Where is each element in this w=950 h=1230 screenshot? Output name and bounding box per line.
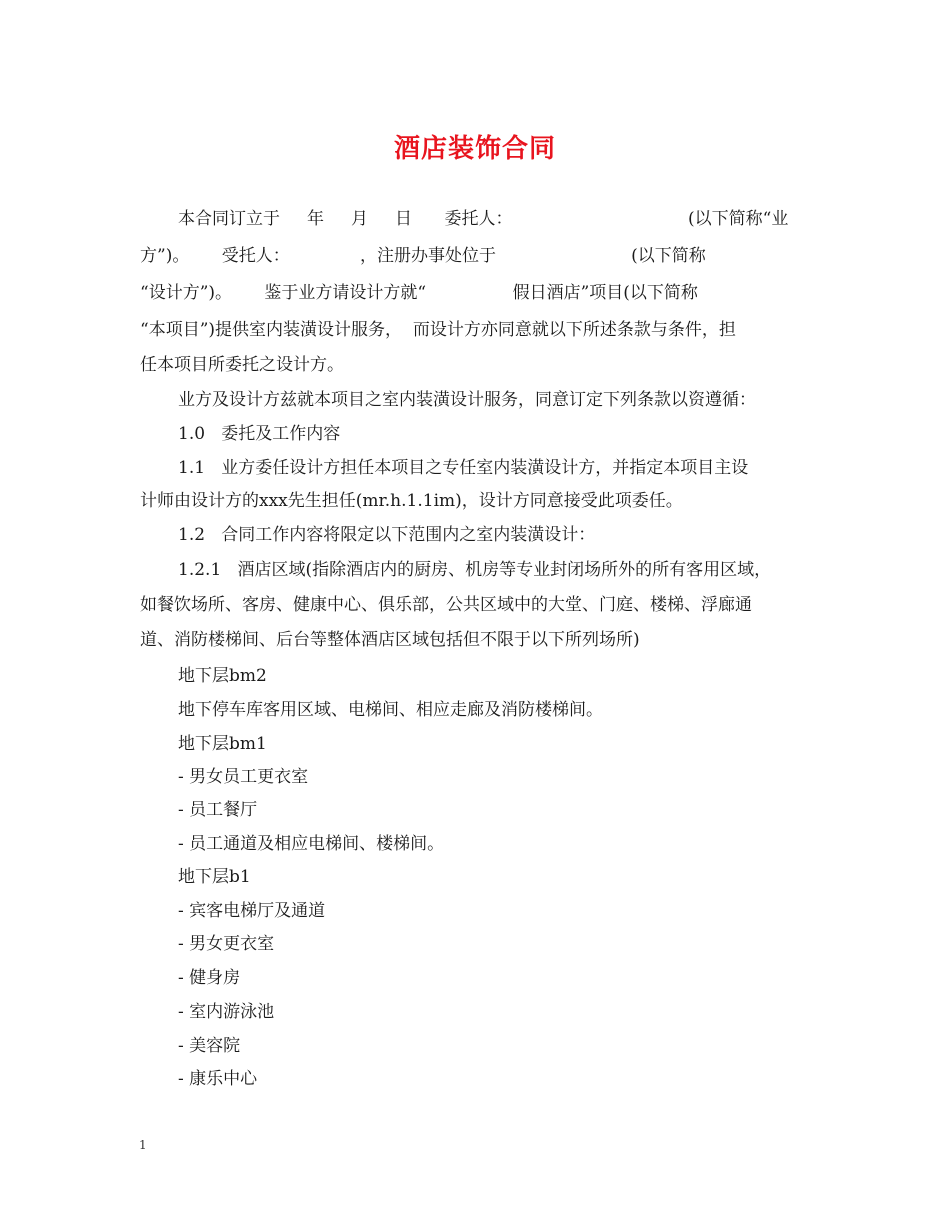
paragraph-line: 业方及设计方兹就本项目之室内装潢设计服务，同意订定下列条款以资遵循： xyxy=(178,390,756,410)
page-number: 1 xyxy=(139,1138,147,1152)
paragraph-line: 道、消防楼梯间、后台等整体酒店区域包括但不限于以下所列场所) xyxy=(140,630,640,650)
list-item: - 康乐中心 xyxy=(178,1069,258,1089)
paragraph-line: 地下停车库客用区域、电梯间、相应走廊及消防楼梯间。 xyxy=(178,700,603,720)
paragraph-line: 任本项目所委托之设计方。 xyxy=(140,355,344,375)
list-item: - 员工餐厅 xyxy=(178,800,258,820)
section-heading: 1.0 委托及工作内容 xyxy=(178,424,341,444)
paragraph-line: (以下简称“业 xyxy=(688,209,789,229)
list-item: - 男女员工更衣室 xyxy=(178,767,309,787)
list-item: - 男女更衣室 xyxy=(178,934,275,954)
paragraph-line: 本合同订立于 年 月 日 委托人： xyxy=(178,209,513,229)
paragraph-line: “设计方”)。 鉴于业方请设计方就“ 假日酒店”项目(以下简称 xyxy=(140,283,698,303)
list-item: - 健身房 xyxy=(178,968,241,988)
list-item: - 宾客电梯厅及通道 xyxy=(178,901,326,921)
list-item: - 室内游泳池 xyxy=(178,1002,275,1022)
paragraph-line: 方”)。 受托人： ，注册办事处位于 (以下简称 xyxy=(140,246,706,266)
paragraph-line: 1.1 业方委任设计方担任本项目之专任室内装潢设计方，并指定本项目主设 xyxy=(178,458,749,478)
list-item: - 美容院 xyxy=(178,1036,241,1056)
paragraph-line: 1.2 合同工作内容将限定以下范围内之室内装潢设计： xyxy=(178,525,596,545)
paragraph-line: 1.2.1 酒店区域(指除酒店内的厨房、机房等专业封闭场所外的所有客用区域， xyxy=(178,560,772,580)
paragraph-line: “本项目”)提供室内装潢设计服务， 而设计方亦同意就以下所述条款与条件，担 xyxy=(140,320,736,340)
paragraph-line: 计师由设计方的xxx先生担任(mr.h.1.1im)，设计方同意接受此项委任。 xyxy=(140,491,683,511)
floor-heading: 地下层bm1 xyxy=(178,734,267,754)
floor-heading: 地下层bm2 xyxy=(178,666,267,686)
floor-heading: 地下层b1 xyxy=(178,867,251,887)
list-item: - 员工通道及相应电梯间、楼梯间。 xyxy=(178,834,445,854)
document-title: 酒店装饰合同 xyxy=(393,134,556,164)
paragraph-line: 如餐饮场所、客房、健康中心、俱乐部，公共区域中的大堂、门庭、楼梯、浮廊通 xyxy=(140,595,752,615)
